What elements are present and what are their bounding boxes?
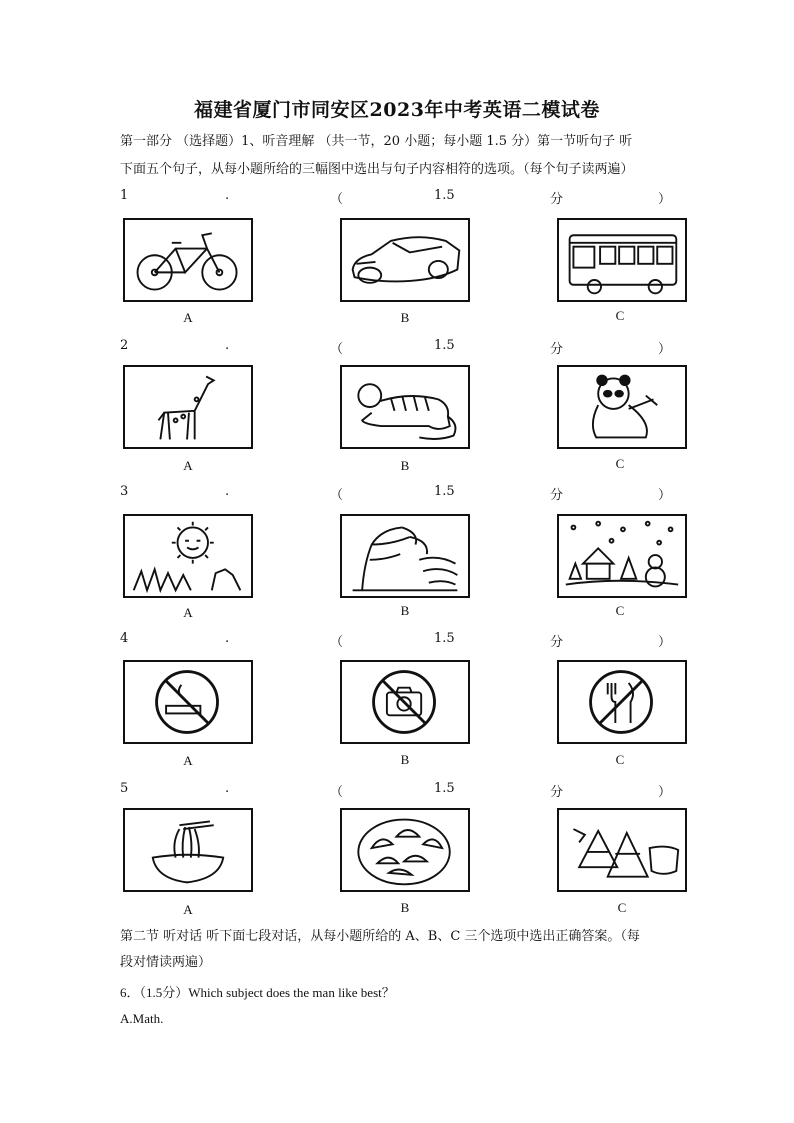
- intro-line-2: 下面五个句子，从每小题所给的三幅图中选出与句子内容相符的选项。（每个句子读两遍）: [120, 162, 634, 177]
- open-paren: （: [330, 342, 344, 357]
- question-number: 3: [120, 484, 129, 499]
- option-label-b: B: [400, 603, 410, 618]
- car-picture[interactable]: [340, 218, 470, 302]
- close-paren: ）: [658, 785, 672, 800]
- question-number: 4: [120, 631, 129, 646]
- no-smoking-icon: [125, 662, 251, 742]
- zongzi-picture[interactable]: [557, 808, 687, 892]
- question-dot: .: [225, 631, 230, 646]
- question-5-header: [120, 781, 670, 799]
- close-paren: ）: [658, 192, 672, 207]
- question-dot: .: [225, 484, 230, 499]
- open-paren: （: [330, 192, 344, 207]
- section-2-line-2: 段对情读两遍）: [120, 955, 212, 970]
- option-label-c: C: [615, 308, 625, 323]
- close-paren: ）: [658, 342, 672, 357]
- tiger-picture[interactable]: [340, 365, 470, 449]
- question-dot: .: [225, 781, 230, 796]
- page-title: 福建省厦门市同安区2023年中考英语二模试卷: [194, 99, 600, 121]
- option-label-c: C: [617, 900, 627, 915]
- question-1-header: [120, 188, 670, 206]
- question-4-header: [120, 631, 670, 649]
- tiger-icon: [342, 367, 468, 447]
- question-dot: .: [225, 188, 230, 203]
- no-photo-icon: [342, 662, 468, 742]
- windy-icon: [342, 516, 468, 596]
- option-label-b: B: [400, 458, 410, 473]
- option-label-a: A: [183, 310, 193, 325]
- no-smoking-picture[interactable]: [123, 660, 253, 744]
- question-number: 2: [120, 338, 129, 353]
- option-label-a: A: [183, 902, 193, 917]
- no-photo-picture[interactable]: [340, 660, 470, 744]
- option-label-b: B: [400, 310, 410, 325]
- question-score: 1.5: [434, 188, 455, 203]
- no-eating-icon: [559, 662, 685, 742]
- noodles-picture[interactable]: [123, 808, 253, 892]
- sunny-icon: [125, 516, 251, 596]
- question-number: 1: [120, 188, 129, 203]
- section-2-line-1: 第二节 听对话 听下面七段对话，从每小题所给的 A、B、C 三个选项中选出正确答案。（每: [120, 929, 640, 944]
- no-eating-picture[interactable]: [557, 660, 687, 744]
- panda-picture[interactable]: [557, 365, 687, 449]
- giraffe-picture[interactable]: [123, 365, 253, 449]
- option-label-b: B: [400, 900, 410, 915]
- open-paren: （: [330, 635, 344, 650]
- section-2-instructions: [120, 924, 690, 976]
- question-score: 1.5: [434, 484, 455, 499]
- question-6-option-a[interactable]: A.Math.: [120, 1011, 164, 1026]
- noodles-icon: [125, 810, 251, 890]
- score-unit: 分: [550, 488, 564, 503]
- sunny-picture[interactable]: [123, 514, 253, 598]
- bus-icon: [559, 220, 685, 300]
- open-paren: （: [330, 488, 344, 503]
- zongzi-icon: [559, 810, 685, 890]
- snowy-icon: [559, 516, 685, 596]
- question-score: 1.5: [434, 338, 455, 353]
- giraffe-icon: [125, 367, 251, 447]
- option-label-c: C: [615, 752, 625, 767]
- question-3-header: [120, 484, 670, 502]
- option-label-a: A: [183, 605, 193, 620]
- snowy-picture[interactable]: [557, 514, 687, 598]
- question-score: 1.5: [434, 781, 455, 796]
- score-unit: 分: [550, 192, 564, 207]
- option-label-b: B: [400, 752, 410, 767]
- question-6: 6．（1.5分）Which subject does the man like best？: [120, 985, 395, 1000]
- bicycle-icon: [125, 220, 251, 300]
- score-unit: 分: [550, 342, 564, 357]
- close-paren: ）: [658, 488, 672, 503]
- bus-picture[interactable]: [557, 218, 687, 302]
- dumplings-picture[interactable]: [340, 808, 470, 892]
- panda-icon: [559, 367, 685, 447]
- question-dot: .: [225, 338, 230, 353]
- windy-picture[interactable]: [340, 514, 470, 598]
- intro-line-1: 第一部分 （选择题）1、听音理解 （共一节，20 小题；每小题 1.5 分）第一节听句子 听: [120, 134, 633, 149]
- intro-text: [120, 128, 690, 184]
- dumplings-icon: [342, 810, 468, 890]
- score-unit: 分: [550, 635, 564, 650]
- question-2-header: [120, 338, 670, 356]
- question-score: 1.5: [434, 631, 455, 646]
- close-paren: ）: [658, 635, 672, 650]
- option-label-c: C: [615, 603, 625, 618]
- option-label-a: A: [183, 753, 193, 768]
- question-number: 5: [120, 781, 129, 796]
- open-paren: （: [330, 785, 344, 800]
- option-label-a: A: [183, 458, 193, 473]
- option-label-c: C: [615, 456, 625, 471]
- car-icon: [342, 220, 468, 300]
- score-unit: 分: [550, 785, 564, 800]
- bicycle-picture[interactable]: [123, 218, 253, 302]
